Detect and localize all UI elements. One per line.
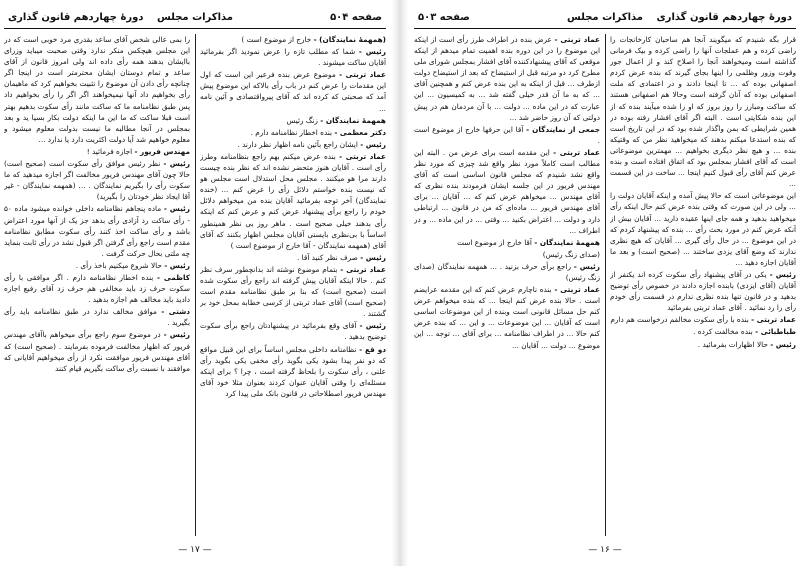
speaker-name: رئیس - xyxy=(163,159,190,169)
speaker-name: رئیس - xyxy=(769,269,796,279)
speaker-name: عماد تربتی - xyxy=(751,315,796,325)
column-divider xyxy=(195,34,196,536)
paragraph xyxy=(414,34,600,123)
paragraph-text: موافق مخالف ندارد در طبق نظامنامه باید رأی بگیرید . xyxy=(4,307,190,328)
speaker-name: رئیس - xyxy=(163,330,190,340)
speaker-name: رئیس - xyxy=(359,321,386,331)
paragraph-text: ماده پنجاهم نظامنامه داخلی خوانده میشود ماده ۵۰ - رأی ساکت رد آزادی رأی بدهد جز یک از آنها مورد اعتراض باشد و رأی ساکت اخذ کنند رأی سکوت مطابق نظامنامه مقدم است راجع رأی گرفتن اگر قبول نشد در رأی ثابت بنماید چه ملتی بحال حرکت گرفت . xyxy=(4,204,190,258)
speaker-name: رئیس - xyxy=(164,260,190,270)
speaker-name: عماد تربتی - xyxy=(553,147,600,157)
header-page-label: صفحه ۵۰۴ xyxy=(330,12,382,23)
speaker-name: جمعی از نمایندگان - xyxy=(526,124,600,134)
paragraph-text: (صدای زنگ رئیس) xyxy=(542,249,600,259)
paragraph xyxy=(414,284,600,351)
paragraph-text: زنگ رئیس xyxy=(286,115,318,125)
paragraph-text: شما که مطلب تازه را عرض نمودید اگر بفرمائید آقایان ساکت میشوند . xyxy=(200,47,386,68)
speaker-name: طباطبائی - xyxy=(755,327,796,337)
paragraph xyxy=(200,320,386,342)
paragraph xyxy=(610,314,796,325)
paragraph-text: این موضوعاتی است که حالا پیش آمده و اینکه آقایان دولت را ... ولی در این صورت که وقتی بنده عرض کنم حال اینکه رأی میخواهید بدهید و همه جای اینها عقیده دارید ... آقایان بیش از آنکه عرض کنم در مورد بحث رأی ... بنده که پیشنهاد کردم که در این موضوع ... در حال رأی گیری ... آقایان که هیچ نظری ندارند که وضع آقای یزدی ساختند ... (صحیح است) و بعد ما آقایان اجازه دهید ... xyxy=(610,191,796,267)
paragraph-text: در موضوع سوم راجع برأی میخواهم باآقای مهندس فریور که اظهار مخالفت فرموده بفرمایند . (صحیح است) که آقای مهندس فریور موافقت نکرد از رأی میخواهیم آقایانی که موافقند با نسبت رأی ساکت بگیریم قیام کنند xyxy=(4,330,190,373)
left-page xyxy=(4,8,386,558)
paragraph-text: قرار بگه شنیدم که میگویند آنجا هم ساحبان کارخانجات را راضی کرده و هم عملجات آنها را راضی کرده و بیک فرمانی گذاشته است ومیخواهند آنجا را اصلاح کند و از اعمال جور وقوت وزور وظلمی را اینها بجای گیرند که بنده عرض کردم اصفهانی بوده که ... تا اینجا دادند و در اعتمادی که ملت اصفهانی بوده که آنان گرفته است وحالا هم اصفهانی هستند که ساکت ومبارز را روز بروز که او را شده میآیند بنده که از این بنده شکایتی است . البته اگر آقای افشار رفته بوده در همین شرایطی که بمن واگذار شده بود که در این تاریخ است که بنده استدعا میکنم بدهند که میخواهید نظر من که وقتیکه بنده ... و هیچ نظر دیگری بخواهیم ... مهمترین موضوعاتی است که آقای افشار بمجلس بود که اتفاق افتاده است و بنده عرض کنم آقای رأی قبول کنیم اینجا ... ساخت در این قسمت ... xyxy=(610,35,796,189)
paragraph-text: نظر رئیس موافق رأی سکوت است (صحیح است) حالا چون آقای مهندس فریور مخالفت اگر اجازه میدهید که ما سکوت رأی را بگیریم نمایندگان . ... (همهمه نمایندگان - غیر آقا ایجاد نظر خودتان را بگیرید) xyxy=(4,159,190,202)
speaker-name: کاظمی - xyxy=(156,272,190,282)
speaker-name: رئیس - xyxy=(360,252,386,262)
left-column xyxy=(414,34,600,536)
paragraph-text: یکی در آقای پیشنهاد رأی سکوت کرده اند یکنفر از آقایان (آقای ایزدی) بابنده اجازه دادند در خصوص رأی توضیح بدهید و در قانون تنها بنده نظری ندارم در قسمت رأی خودم رأی را رد نمائید . آقای عماد تربتی بفرمائید xyxy=(610,269,796,313)
paragraph-text: این مقدمه است برای عرض من . البته این مطالب است کاملاً مورد نظر واقع شد چیزی که مورد نظر واقع نشد شنیدم که مجلس قانون اساسی است که آقای مهندس فریور در این جلسه ایشان فرمودند بنده نظری که آقای مهندس ... میخواهم عرض کنم که ... آقایان ... برای آقای مهندس فریور ... ماده‌ای که من در قانون ... ارتباطی دارد و دولت ... اعتراض بکنید ... وقتی ... در این ماده ... و در اطراف ... xyxy=(414,147,600,235)
paragraph xyxy=(610,339,796,350)
paragraph-text: حالا شروع میکنیم باخذ رأی . xyxy=(75,260,162,270)
right-column xyxy=(610,34,796,536)
paragraph xyxy=(4,260,190,271)
speaker-name: عماد تربتی - xyxy=(554,35,600,44)
right-page xyxy=(414,8,796,558)
speaker-name: همهمهٔ نمایندگان - xyxy=(320,115,386,125)
paragraph xyxy=(4,203,190,258)
page-number: — ۱۶ — xyxy=(588,545,622,555)
paragraph xyxy=(414,124,600,146)
paragraph-text: موضوع عرض بنده فرعیر این است که اول این مقدمات را عرض کنم در باب رأی بالاکه این موضوع پیش آمد که صحبتی که کرده اند که آقای پیرواقتصادی و آئین نامه ... xyxy=(200,70,386,113)
paragraph-text: خارج از موضوع است ) xyxy=(241,35,312,44)
speaker-name: عماد تربتی - xyxy=(554,285,600,295)
paragraph xyxy=(4,306,190,328)
paragraph-text: بتمام موضوع نوشته اند بدانچطور سرف نظر کنم . حالا اینکه آقایان پیش گرفته اند راجع رأی سکوت شده است (صحیح است) که بنا بر طبق نظامنامه مقدم است (صحیح است) آقای عماد تربتی از کرسی خطابه بمحل خود بر گشتند . xyxy=(200,264,386,319)
paragraph xyxy=(200,344,386,399)
paragraph xyxy=(4,34,190,145)
paragraph xyxy=(414,237,600,248)
speaker-name: مهندس فریور - xyxy=(134,146,190,156)
paragraph-text: عرض بنده در اطراف طرز رأی است از اینکه این موضوع را در این دوره بنده اهمیت تمام میدهم از اینکه موقعی که آقای پیشنهادکننده آقای افشار بمجلس شورای ملی مطرح کرد دو مرتبه قبل از استیضاح که بعد از استیضاح دولت ازطرف ... قبل از اینکه به این بنده عرض کنم و همچنین آقای ... که به ما آن قدر خیلی گفته شد ... به کمیسیون ... این عبارت که در این ماده ... دولت ... با آن مردمان هم در پیش دولتی که آن روز حاضر شد ... xyxy=(414,35,600,122)
speaker-name: رئیس - xyxy=(360,139,386,149)
paragraph xyxy=(200,115,386,126)
column-divider xyxy=(605,34,606,536)
paragraph xyxy=(4,146,190,157)
page-header xyxy=(414,8,796,29)
book-gutter xyxy=(392,0,408,566)
paragraph-text: آقای وقع بفرمائید در پیشنهادتان راجع برأی سکوت توضیح بدهید . xyxy=(200,321,386,342)
paragraph xyxy=(200,46,386,68)
paragraph-text: حالا اظهارات بفرمائید . xyxy=(697,339,768,349)
paragraph-text: بنده با رأی سکوت مخالفم درخواست هم دارم xyxy=(610,315,749,325)
header-title: مذاکرات مجلس xyxy=(566,12,643,23)
paragraph xyxy=(4,272,190,305)
paragraph xyxy=(200,252,386,263)
paragraph xyxy=(414,147,600,236)
paragraph xyxy=(414,261,600,283)
paragraph xyxy=(200,139,386,150)
paragraph xyxy=(200,69,386,113)
header-page-label: صفحه ۵۰۳ xyxy=(418,12,470,23)
paragraph-text: را بمی عالی شخص آقای ساعد بقدری مرد خوبی است که در این مجلس هیچکس منکر ندارد وقتی صحبت میباید وزرای باایشان بدهند همه رأی داده اند ولی امروز قانون از آقای ساعد و تمام دوستان ایشان محترمتر است در اینجا اگر چنانچه رأی دادن آن موضوع را تثبیت بخواهیم کرد که ماهیمان رأی بخواهیم داد آنها نیمیخواهند اگر اگر را رأی بخواهیم داد پس طبق نظامنامه ما که ساکت مانند رأی سکوت بدهیم بهتر است قبلا ساکت که ما این ما اینکه دولت بکار بسیا ید و بعد بمجلس در آنجا مطالبه ما نیست بدولت معلوم میشود و معلوم خواهیم شد آیا دولت اکثریت دارد یا ندارد ... xyxy=(4,35,190,144)
page-body xyxy=(4,34,386,536)
speaker-name: عماد تربتی - xyxy=(339,151,386,161)
paragraph-text: بنده عرض میکنم بهم راجع بنظامنامه وطرز رأی است . آقایان هنوز متحضر نشده اند که نظر بنده چیست دارند مرا هو میکنند . مجلس محل استدلال است مجلس هو که نیست بنده خواستم دلائل رأی را عرض کنم ... (خنده نمایندگان) آخر توجه بفرمائید آقایان بنده من میخواهم دلائل خودم را راجع برأی پیشنهاد عرض کنم و عرض کنم که اینکه رأی بدهند خیلی صحیح است . ماهر روز بی نظر همینطور اساساً با بی‌نظری بایستی آقایان مجلس اظهار بکنند که آقای آقای (همهمه نمایندگان - آقا خارج از موضوع است ) xyxy=(200,151,386,250)
speaker-name: رئیس - xyxy=(163,204,190,214)
page-header xyxy=(4,8,386,29)
paragraph-text: نظامنامه داخلی مجلس اساساً برای این قبیل مواقع که دو نفر پیدا بشود یکی بگوید رأی مخفی یکی بگوید رأی علنی ، رأی سکوت را بلحاظ گرفته است ، چرا ؟ برای اینکه مسئله‌ای را وقتی آقایان عنوان کردند بعنوان مثلا خود آقای مهندس فریور اصطلاحاتی در قانون بانک ملی پیدا کرد xyxy=(200,344,386,398)
paragraph xyxy=(610,269,796,313)
paragraph-text: بنده ناچارم عرض کنم که این مقدمه عرایضم است . حالا بنده عرض کنم اینجا ... که بنده میخواهم عرض کنم حل مسائل قانونی است وبنده از این موضوعات اساسی است که آقایان ... این موضوعات ... و این ... که بنده عرض کنم حالا ... در اطراف نظامنامه ... برای آقای ... توجه ... این موضوع ... دولت ... آقایان ... xyxy=(414,285,600,350)
speaker-name: عماد تربتی - xyxy=(339,70,386,80)
speaker-name: دشتی - xyxy=(161,307,190,317)
paragraph-text: اجازه فرمائید ! xyxy=(86,146,133,156)
paragraph xyxy=(610,34,796,189)
page-number: — ۱۷ — xyxy=(178,545,212,555)
paragraph-text: بنده اخطار نظامنامه دارم . اگر موافقی با رأی سکوت حرف زد باید مخالفی هم حرف زد آقای رفیع اجازه دادید باید مخالف هم اجازه بدهید . xyxy=(4,272,190,305)
paragraph-text: بنده مخالفت کرده . xyxy=(693,327,753,337)
right-column xyxy=(200,34,386,536)
page-body xyxy=(414,34,796,536)
speaker-name: همهمهٔ نمایندگان - xyxy=(534,237,600,247)
speaker-name: دو قع - xyxy=(359,344,386,354)
speaker-name: رئیس - xyxy=(573,261,600,271)
paragraph xyxy=(414,249,600,260)
paragraph xyxy=(200,151,386,251)
paragraph xyxy=(610,190,796,268)
paragraph xyxy=(200,127,386,138)
paragraph xyxy=(200,34,386,45)
paragraph xyxy=(4,158,190,202)
header-title: مذاکرات مجلس xyxy=(156,12,233,23)
paragraph-text: راجع برأی حرف بزنید . ... همهمه نمایندگان (صدای زنگ رئیس) xyxy=(414,261,600,282)
paragraph xyxy=(200,264,386,319)
paragraph xyxy=(4,329,190,373)
paragraph-text: آقا خارج از موضوع است xyxy=(457,237,532,247)
paragraph-text: صرف نظر کنید آقا . xyxy=(296,252,358,262)
speaker-name: رئیس - xyxy=(770,339,796,349)
paragraph xyxy=(610,326,796,337)
paragraph-text: آقا این حرفها خارج از موضوع است . xyxy=(414,124,600,145)
header-session-label: دورهٔ چهاردهم قانون گذاری xyxy=(8,12,144,23)
left-column xyxy=(4,34,190,536)
speaker-name: عماد تربتی - xyxy=(340,264,386,274)
speaker-name: (همهمهٔ نمایندگان) - xyxy=(313,35,386,44)
speaker-name: رئیس - xyxy=(358,47,386,57)
speaker-name: دکتر معظمی - xyxy=(334,127,386,137)
paragraph-text: بنده اخطار نظامنامه دارم . xyxy=(250,127,333,137)
header-session-label: دورهٔ چهاردهم قانون گذاری xyxy=(656,12,792,23)
paragraph-text: ایشان راجع بآئین نامه اظهار نظر دارند . xyxy=(237,139,358,149)
